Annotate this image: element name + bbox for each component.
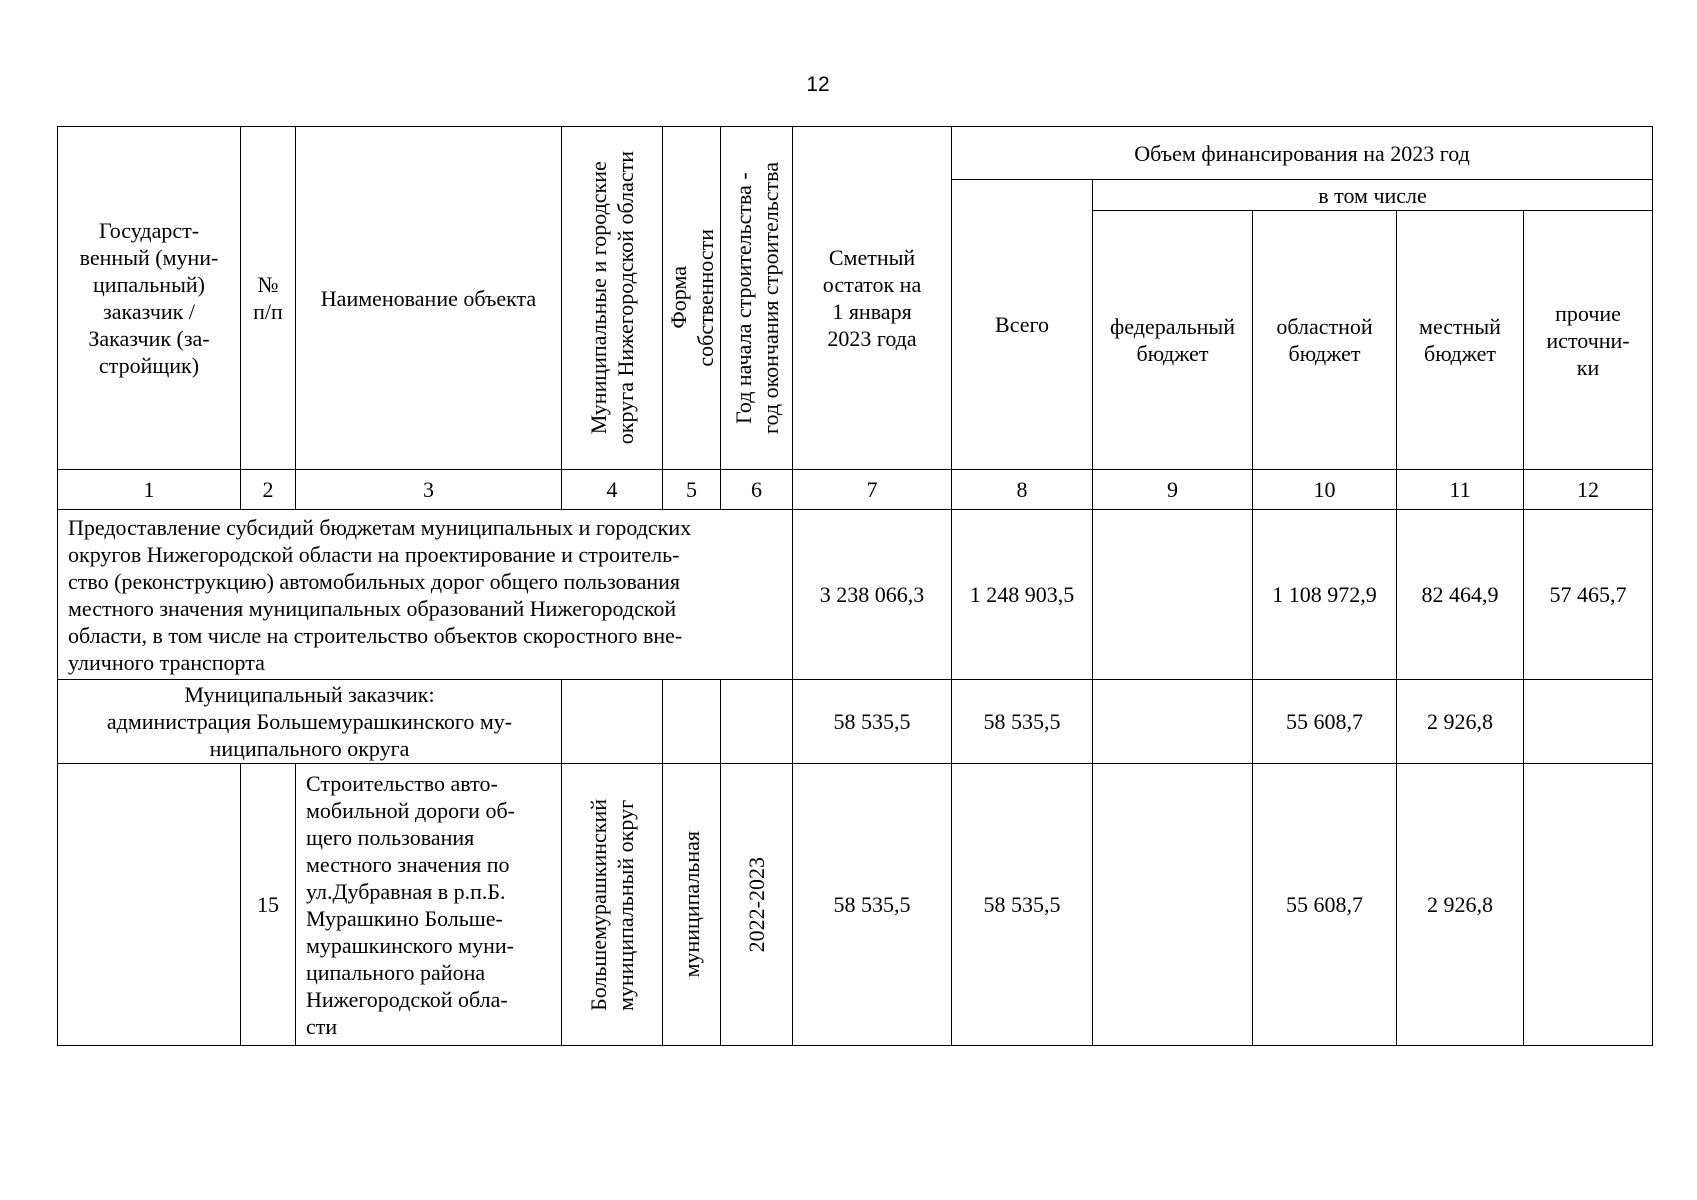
column-number: 11 (1397, 470, 1524, 510)
header-including: в том числе (1093, 180, 1653, 211)
object-federal (1093, 764, 1253, 1046)
object-years-text: 2022-2023 (744, 856, 769, 953)
object-customer (58, 764, 241, 1046)
section-row (58, 510, 1653, 680)
section-other: 57 465,7 (1524, 510, 1653, 680)
customer-estimate: 58 535,5 (793, 680, 952, 764)
column-number: 1 (58, 470, 241, 510)
customer-other (1524, 680, 1653, 764)
header-years (721, 127, 793, 470)
object-ownership-text: муниципальная (679, 831, 704, 978)
page-number: 12 (806, 73, 830, 96)
object-regional: 55 608,7 (1253, 764, 1397, 1046)
object-row (58, 764, 1653, 1046)
section-federal (1093, 510, 1253, 680)
column-number: 5 (663, 470, 721, 510)
header-object-name: Наименование объекта (296, 127, 562, 470)
column-number: 3 (296, 470, 562, 510)
header-district (562, 127, 663, 470)
header-local: местный бюджет (1397, 211, 1524, 470)
financing-table (57, 126, 1653, 1046)
object-name: Строительство авто- мобильной дороги об- щего пользования местного значения по ул.Дубравная в р.п.Б. Мурашкино Больше- мурашкинского муни- ципального района Нижегородской обла- сти (296, 764, 562, 1046)
header-regional: областной бюджет (1253, 211, 1397, 470)
customer-federal (1093, 680, 1253, 764)
column-number: 10 (1253, 470, 1397, 510)
object-estimate: 58 535,5 (793, 764, 952, 1046)
section-title: Предоставление субсидий бюджетам муниципальных и городских округов Нижегородской области на проектирование и строитель- ство (реконструкцию) автомобильных дорог общего пользования местного значения муниципальных образований Нижегородской области, в том числе на строительство объектов скоростного вне- уличного транспорта (58, 510, 793, 680)
header-years-text: Год начала строительства - год окончания строительства (730, 162, 783, 434)
object-district-text: Большемурашкинский муниципальный округ (586, 798, 638, 1011)
object-number: 15 (241, 764, 296, 1046)
header-ownership (663, 127, 721, 470)
header-estimate: Сметный остаток на 1 января 2023 года (793, 127, 952, 470)
customer-total: 58 535,5 (952, 680, 1093, 764)
section-regional: 1 108 972,9 (1253, 510, 1397, 680)
customer-local: 2 926,8 (1397, 680, 1524, 764)
header-ownership-text: Форма собственности (665, 229, 718, 367)
header-number: № п/п (241, 127, 296, 470)
column-number: 6 (721, 470, 793, 510)
customer-district (562, 680, 663, 764)
section-local: 82 464,9 (1397, 510, 1524, 680)
column-number: 7 (793, 470, 952, 510)
object-total: 58 535,5 (952, 764, 1093, 1046)
object-ownership (663, 764, 721, 1046)
customer-title: Муниципальный заказчик: администрация Большемурашкинского му- ниципального округа (58, 680, 562, 764)
customer-ownership (663, 680, 721, 764)
column-number: 2 (241, 470, 296, 510)
header-financing-group: Объем финансирования на 2023 год (952, 127, 1653, 180)
column-number: 4 (562, 470, 663, 510)
header-customer: Государст- венный (муни- ципальный) заказчик / Заказчик (за- стройщик) (58, 127, 241, 470)
customer-row (58, 680, 1653, 764)
customer-regional: 55 608,7 (1253, 680, 1397, 764)
object-local: 2 926,8 (1397, 764, 1524, 1046)
column-number: 12 (1524, 470, 1653, 510)
header-federal: федеральный бюджет (1093, 211, 1253, 470)
column-number: 9 (1093, 470, 1253, 510)
column-numbers-row (58, 470, 1653, 510)
header-other: прочие источни- ки (1524, 211, 1653, 470)
customer-years (721, 680, 793, 764)
object-other (1524, 764, 1653, 1046)
header-total: Всего (952, 180, 1093, 470)
column-number: 8 (952, 470, 1093, 510)
section-estimate: 3 238 066,3 (793, 510, 952, 680)
section-total: 1 248 903,5 (952, 510, 1093, 680)
object-district (562, 764, 663, 1046)
object-years (721, 764, 793, 1046)
header-district-text: Муниципальные и городские округа Нижегородской области (586, 151, 638, 445)
